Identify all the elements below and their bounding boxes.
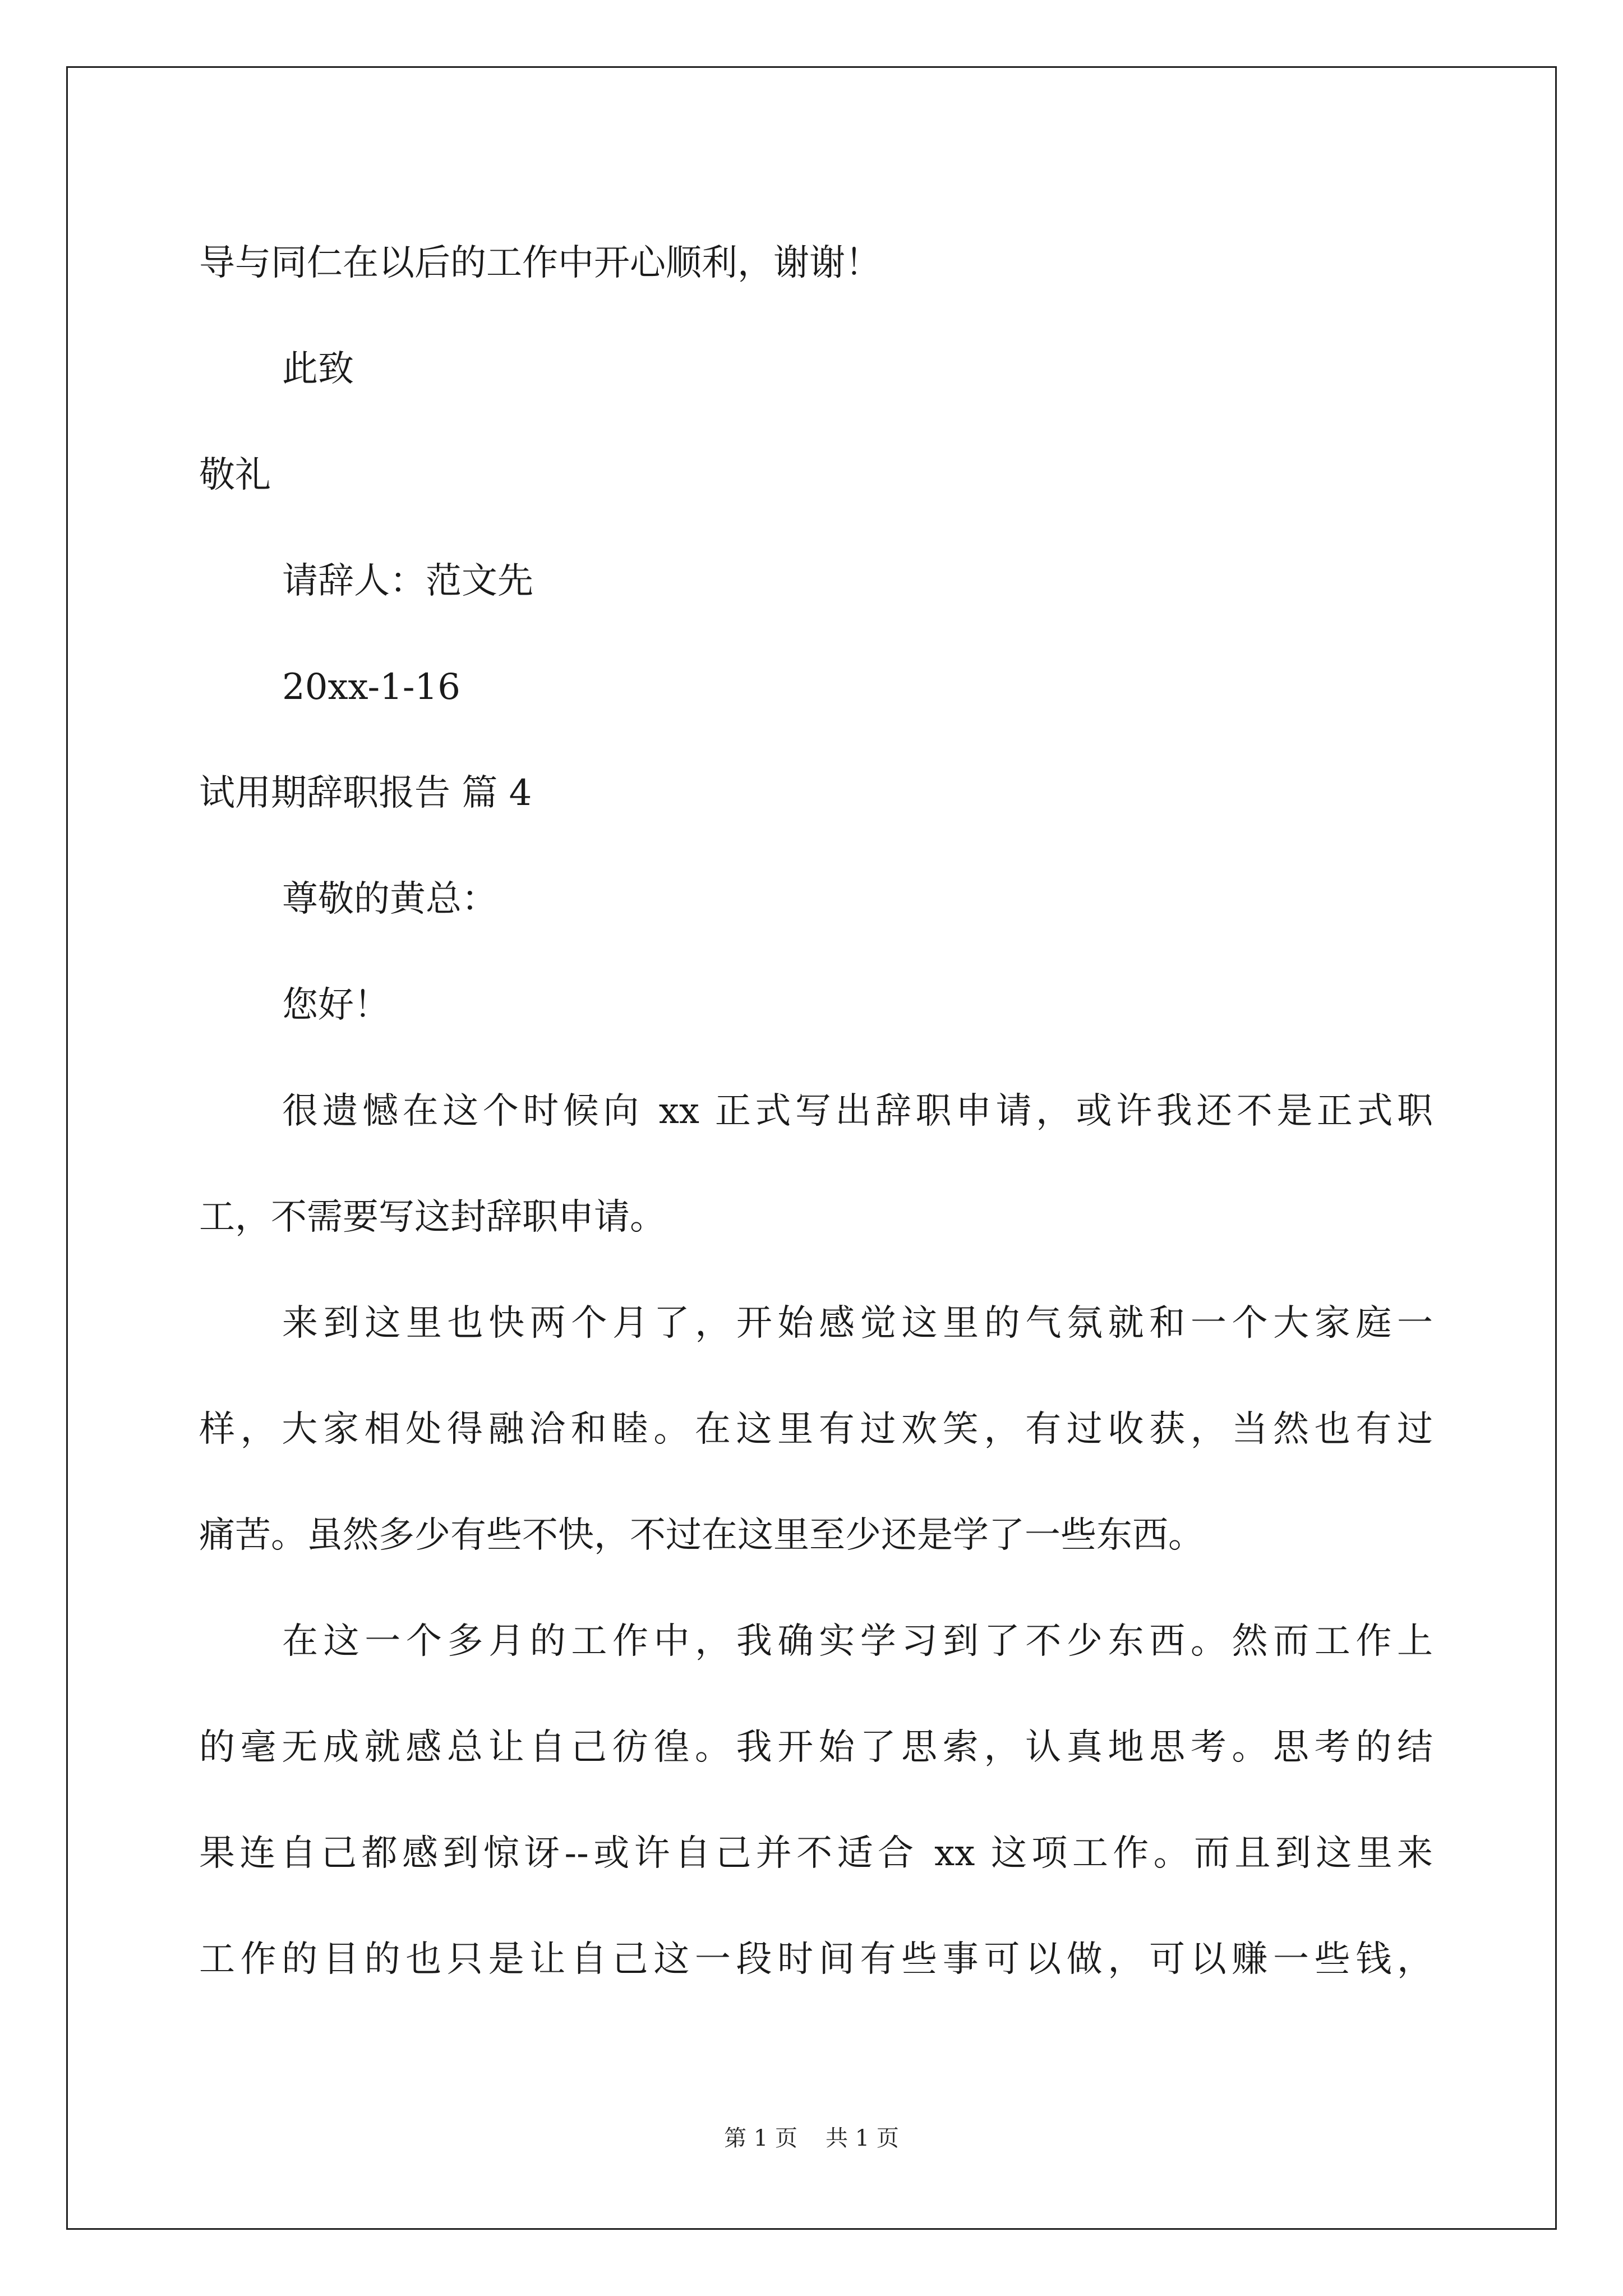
text-line: 导与同仁在以后的工作中开心顺利，谢谢！ bbox=[199, 242, 881, 284]
letter-greeting: 尊敬的黄总： bbox=[282, 878, 497, 920]
section-heading: 试用期辞职报告 篇 4 bbox=[199, 772, 532, 814]
paragraph-line: 在这一个多月的工作中，我确实学习到了不少东西。然而工作上 bbox=[282, 1621, 1433, 1662]
paragraph-line: 来到这里也快两个月了，开始感觉这里的气氛就和一个大家庭一 bbox=[282, 1303, 1433, 1344]
paragraph-line: 的毫无成就感总让自己彷徨。我开始了思索，认真地思考。思考的结 bbox=[199, 1727, 1433, 1768]
letter-hello: 您好！ bbox=[282, 984, 390, 1026]
page-total: 共 1 页 bbox=[826, 2125, 899, 2151]
date-line: 20xx-1-16 bbox=[282, 666, 460, 708]
closing-salutation: 此致 bbox=[282, 348, 354, 390]
paragraph-line: 痛苦。虽然多少有些不快，不过在这里至少还是学了一些东西。 bbox=[199, 1515, 1204, 1556]
signature-line: 请辞人：范文先 bbox=[282, 560, 533, 602]
paragraph-line: 工，不需要写这封辞职申请。 bbox=[199, 1197, 666, 1238]
closing-regards: 敬礼 bbox=[199, 454, 271, 496]
paragraph-line: 样，大家相处得融洽和睦。在这里有过欢笑，有过收获，当然也有过 bbox=[199, 1409, 1433, 1450]
page-footer bbox=[0, 2122, 1623, 2155]
paragraph-line: 工作的目的也只是让自己这一段时间有些事可以做，可以赚一些钱， bbox=[199, 1939, 1433, 1980]
paragraph-line: 果连自己都感到惊讶--或许自己并不适合 xx 这项工作。而且到这里来 bbox=[199, 1833, 1433, 1874]
document-body bbox=[199, 210, 1433, 2013]
page-number: 第 1 页 bbox=[724, 2125, 797, 2151]
paragraph-line: 很遗憾在这个时候向 xx 正式写出辞职申请，或许我还不是正式职 bbox=[282, 1091, 1433, 1132]
